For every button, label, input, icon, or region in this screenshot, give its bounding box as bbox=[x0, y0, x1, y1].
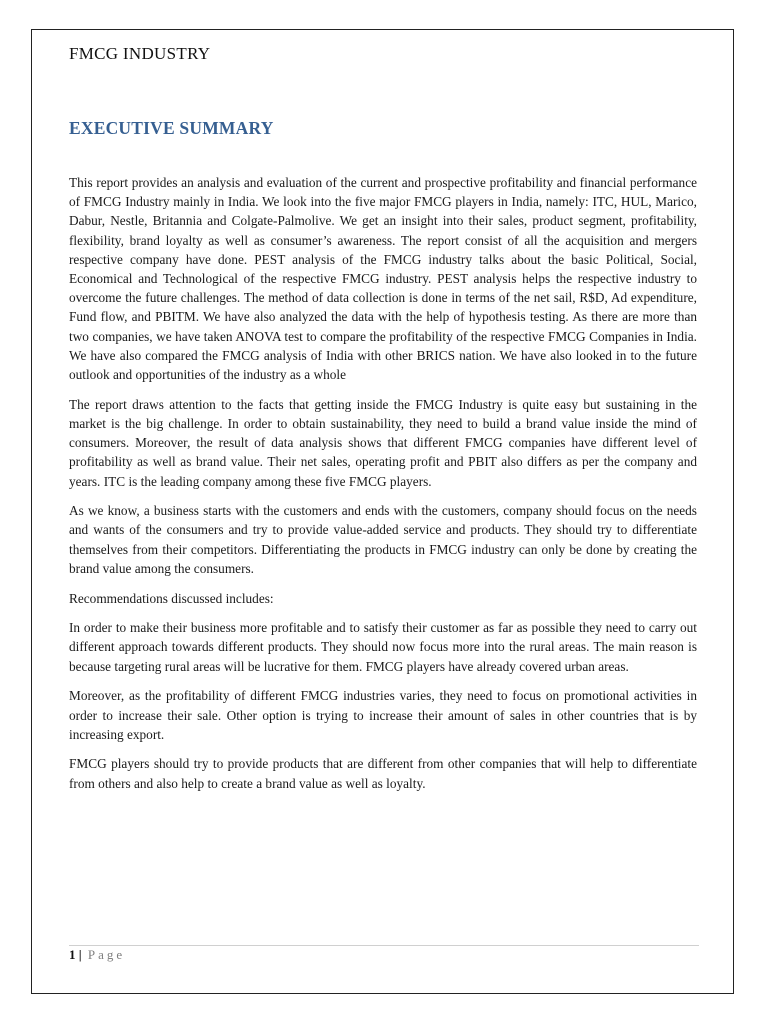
paragraph-promotion: Moreover, as the profitability of different FMCG industries varies, they need to focus on promotional activities in order to increase their sale. Other option is trying to increase their amount of sales in other countries that is by increasing export. bbox=[69, 688, 697, 742]
footer-rule bbox=[69, 945, 699, 946]
paragraph-recommendations-intro: Recommendations discussed includes: bbox=[69, 590, 274, 606]
paragraph-customers: As we know, a business starts with the customers and ends with the customers, company should focus on the needs and wants of the consumers and try to provide value-added service and products. They should try to differentiate themselves from their competitors. Differentiating the products in FMCG industry can only be done by creating the brand value among the consumers. bbox=[69, 503, 697, 576]
page-label: Page bbox=[87, 947, 126, 962]
footer-separator: | bbox=[78, 947, 82, 962]
paragraph-overview: This report provides an analysis and evaluation of the current and prospective profitability and financial performance of FMCG Industry mainly in India. We look into the five major FMCG players in India, namely: ITC, HUL, Marico, Dabur, Nestle, Britannia and Colgate-Palmolive. We get an insight into their sales, product segment, profitability, flexibility, brand loyalty as well as consumer’s awareness. The report consist of all the acquisition and mergers respective company have done. PEST analysis of the FMCG industry talks about the basic Political, Social, Economical and Technological of the respective FMCG industry. PEST analysis helps the respective industry to overcome the future challenges. The method of data collection is done in terms of the net sail, R$D, Ad expenditure, Fund flow, and PBITM. We have also analyzed the data with the help of hypothesis testing. As there are more than two companies, we have taken ANOVA test to compare the profitability of the respective FMCG Companies in India. We have also compared the FMCG analysis of India with other BRICS nation. We have also looked in to the future outlook and opportunities of the industry as a whole bbox=[69, 175, 697, 383]
header-title: FMCG INDUSTRY bbox=[69, 44, 211, 63]
page-footer bbox=[69, 947, 125, 963]
page-number: 1 bbox=[69, 947, 76, 962]
body-text bbox=[69, 173, 697, 803]
paragraph-sustainability: The report draws attention to the facts that getting inside the FMCG Industry is quite easy but sustaining in the market is the big challenge. In order to obtain sustainability, they need to build a brand value inside the mind of consumers. Moreover, the result of data analysis shows that different FMCG companies have different level of profitability as well as brand value. Their net sales, operating profit and PBIT also differs as per the company and years. ITC is the leading company among these five FMCG players. bbox=[69, 396, 697, 489]
section-heading: EXECUTIVE SUMMARY bbox=[69, 118, 274, 138]
paragraph-differentiation: FMCG players should try to provide products that are different from other companies that will help to differentiate from others and also help to create a brand value as well as loyalty. bbox=[69, 756, 697, 791]
paragraph-rural-areas: In order to make their business more profitable and to satisfy their customer as far as possible they need to carry out different approach towards different products. They should now focus more into the rural areas. The main reason is because targeting rural areas will be lucrative for them. FMCG players have already covered urban areas. bbox=[69, 620, 697, 674]
